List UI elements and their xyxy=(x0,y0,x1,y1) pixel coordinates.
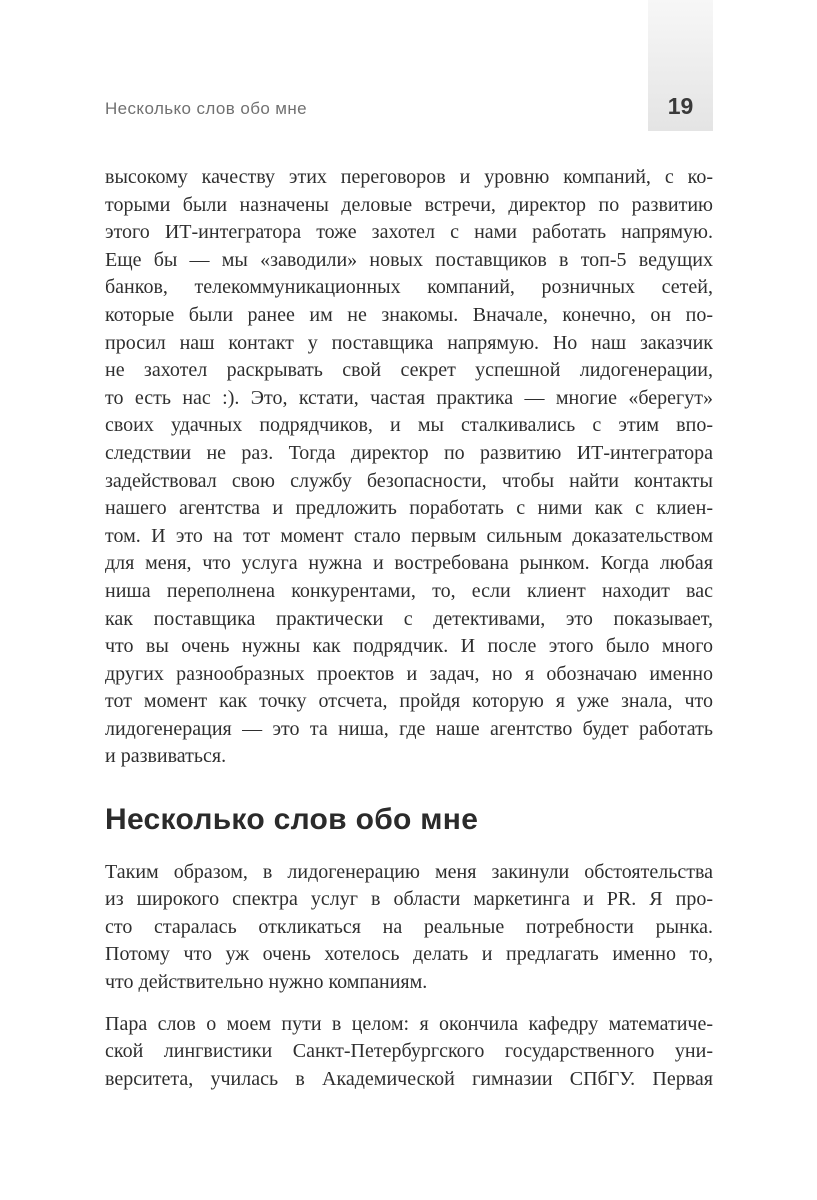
text-line: ской лингвистики Санкт-Петербургского государственного уни- xyxy=(105,1040,713,1063)
text-line: Потому что уж очень хотелось делать и предлагать именно то, xyxy=(105,943,713,966)
text-line: сто старалась откликаться на реальные потребности рынка. xyxy=(105,915,713,938)
text-line: тот момент как точку отсчета, пройдя которую я уже знала, что xyxy=(105,690,713,713)
text-line: и развиваться. xyxy=(105,745,227,768)
text-line: своих удачных подрядчиков, и мы сталкивались с этим впо- xyxy=(105,414,713,437)
page-number: 19 xyxy=(667,93,694,119)
text-line: не захотел раскрывать свой секрет успешной лидогенерации, xyxy=(105,359,713,382)
section-heading: Несколько слов обо мне xyxy=(105,803,479,837)
text-line: лидогенерация — это та ниша, где наше агентство будет работать xyxy=(105,717,713,740)
page-body xyxy=(105,164,713,1093)
text-line: банков, телекоммуникационных компаний, розничных сетей, xyxy=(105,276,713,299)
text-line: торыми были назначены деловые встречи, директор по развитию xyxy=(105,193,713,216)
text-line: то есть нас :). Это, кстати, частая практика — многие «берегут» xyxy=(105,386,713,409)
text-line: из широкого спектра услуг в области маркетинга и PR. Я про- xyxy=(105,888,713,911)
text-line: Пара слов о моем пути в целом: я окончила кафедру математиче- xyxy=(105,1012,713,1035)
page-number-tab xyxy=(648,0,713,131)
text-line: Еще бы — мы «заводили» новых поставщиков в топ-5 ведущих xyxy=(105,248,713,271)
text-line: ниша переполнена конкурентами, то, если клиент находит вас xyxy=(105,579,713,602)
running-header: Несколько слов обо мне xyxy=(105,99,308,118)
text-line: что вы очень нужны как подрядчик. И после этого было много xyxy=(105,635,713,658)
paragraph xyxy=(105,164,713,771)
text-line: высокому качеству этих переговоров и уровню компаний, с ко- xyxy=(105,166,713,188)
paragraph xyxy=(105,1011,713,1094)
paragraph xyxy=(105,859,713,997)
text-line: верситета, училась в Академической гимназии СПбГУ. Первая xyxy=(105,1067,713,1090)
text-line: просил наш контакт у поставщика напрямую. Но наш заказчик xyxy=(105,331,713,354)
text-line: как поставщика практически с детективами, это показывает, xyxy=(105,607,713,630)
text-line: для меня, что услуга нужна и востребована рынком. Когда любая xyxy=(105,552,713,575)
text-line: следствии не раз. Тогда директор по развитию ИТ-интегратора xyxy=(105,441,713,464)
text-line: задействовал свою службу безопасности, чтобы найти контакты xyxy=(105,469,713,492)
text-line: этого ИТ-интегратора тоже захотел с нами работать напрямую. xyxy=(105,221,713,244)
text-line: Таким образом, в лидогенерацию меня закинули обстоятельства xyxy=(105,860,713,883)
text-line: которые были ранее им не знакомы. Вначале, конечно, он по- xyxy=(105,303,713,326)
text-line: других разнообразных проектов и задач, но я обозначаю именно xyxy=(105,662,713,685)
text-line: нашего агентства и предложить поработать с ними как с клиен- xyxy=(105,497,713,520)
text-line: что действительно нужно компаниям. xyxy=(105,970,428,993)
text-line: том. И это на тот момент стало первым сильным доказательством xyxy=(105,524,713,547)
